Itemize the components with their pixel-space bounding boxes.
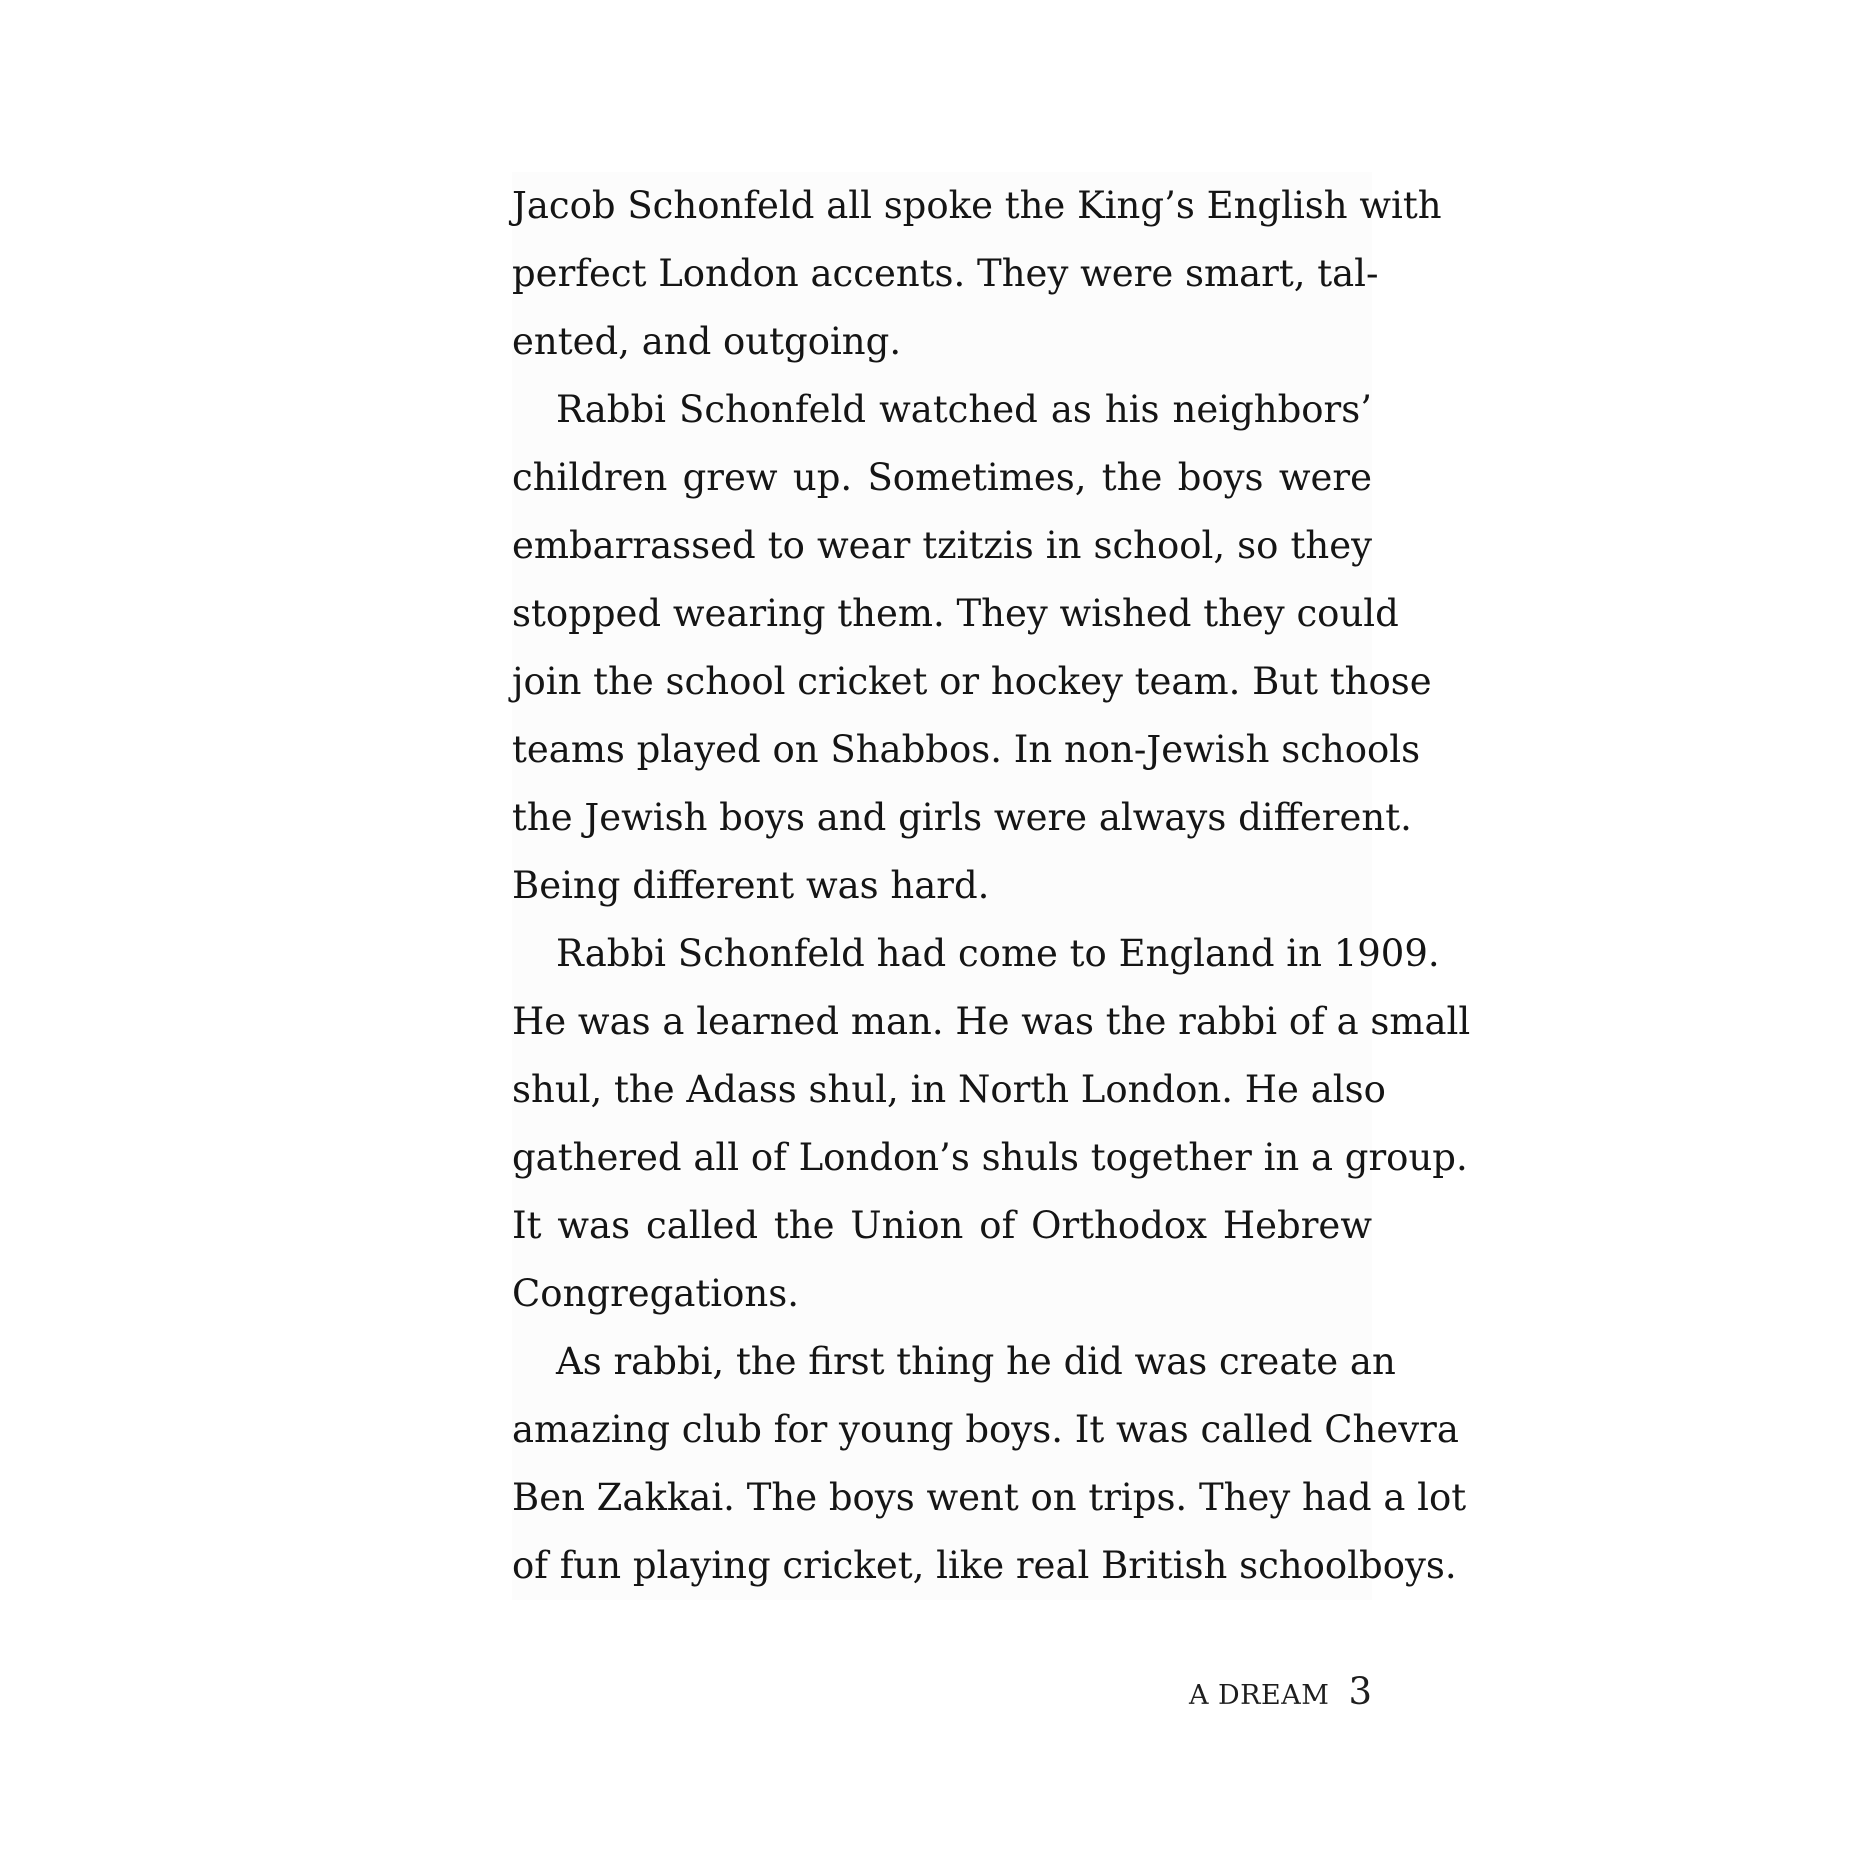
text-line: Ben Zakkai. The boys went on trips. They had a lot [512,1476,1467,1519]
text-line: He was a learned man. He was the rabbi of a small [512,1000,1471,1043]
text-line: perfect London accents. They were smart, tal- [512,252,1379,295]
text-line: of fun playing cricket, like real British schoolboys. [512,1544,1457,1587]
text-line: stopped wearing them. They wished they could [512,592,1399,635]
paragraph [512,920,1471,1328]
text-line: children grew up. Sometimes, the boys were [512,456,1372,499]
page-body [512,172,1471,1600]
text-line: Congregations. [512,1272,799,1315]
paragraph [512,1328,1467,1600]
text-line: Jacob Schonfeld all spoke the King’s English with [512,184,1442,227]
text-line: Rabbi Schonfeld had come to England in 1909. [556,932,1440,975]
page-footer [1189,1670,1372,1713]
text-line: gathered all of London’s shuls together in a group. [512,1136,1468,1179]
paragraph [512,376,1432,920]
text-line: join the school cricket or hockey team. But those [512,660,1432,703]
text-line: As rabbi, the first thing he did was create an [556,1340,1396,1383]
text-line: Rabbi Schonfeld watched as his neighbors’ [556,388,1372,431]
paragraph [512,172,1442,376]
text-line: teams played on Shabbos. In non-Jewish schools [512,728,1421,771]
text-line: embarrassed to wear tzitzis in school, so they [512,524,1372,567]
text-line: amazing club for young boys. It was called Chevra [512,1408,1459,1451]
text-line: ented, and outgoing. [512,320,902,363]
text-line: shul, the Adass shul, in North London. He also [512,1068,1386,1111]
text-line: the Jewish boys and girls were always different. [512,796,1412,839]
running-head: A DREAM [1188,1680,1330,1711]
page-number: 3 [1348,1670,1372,1713]
text-line: Being different was hard. [512,864,990,907]
text-line: It was called the Union of Orthodox Hebrew [512,1204,1372,1247]
